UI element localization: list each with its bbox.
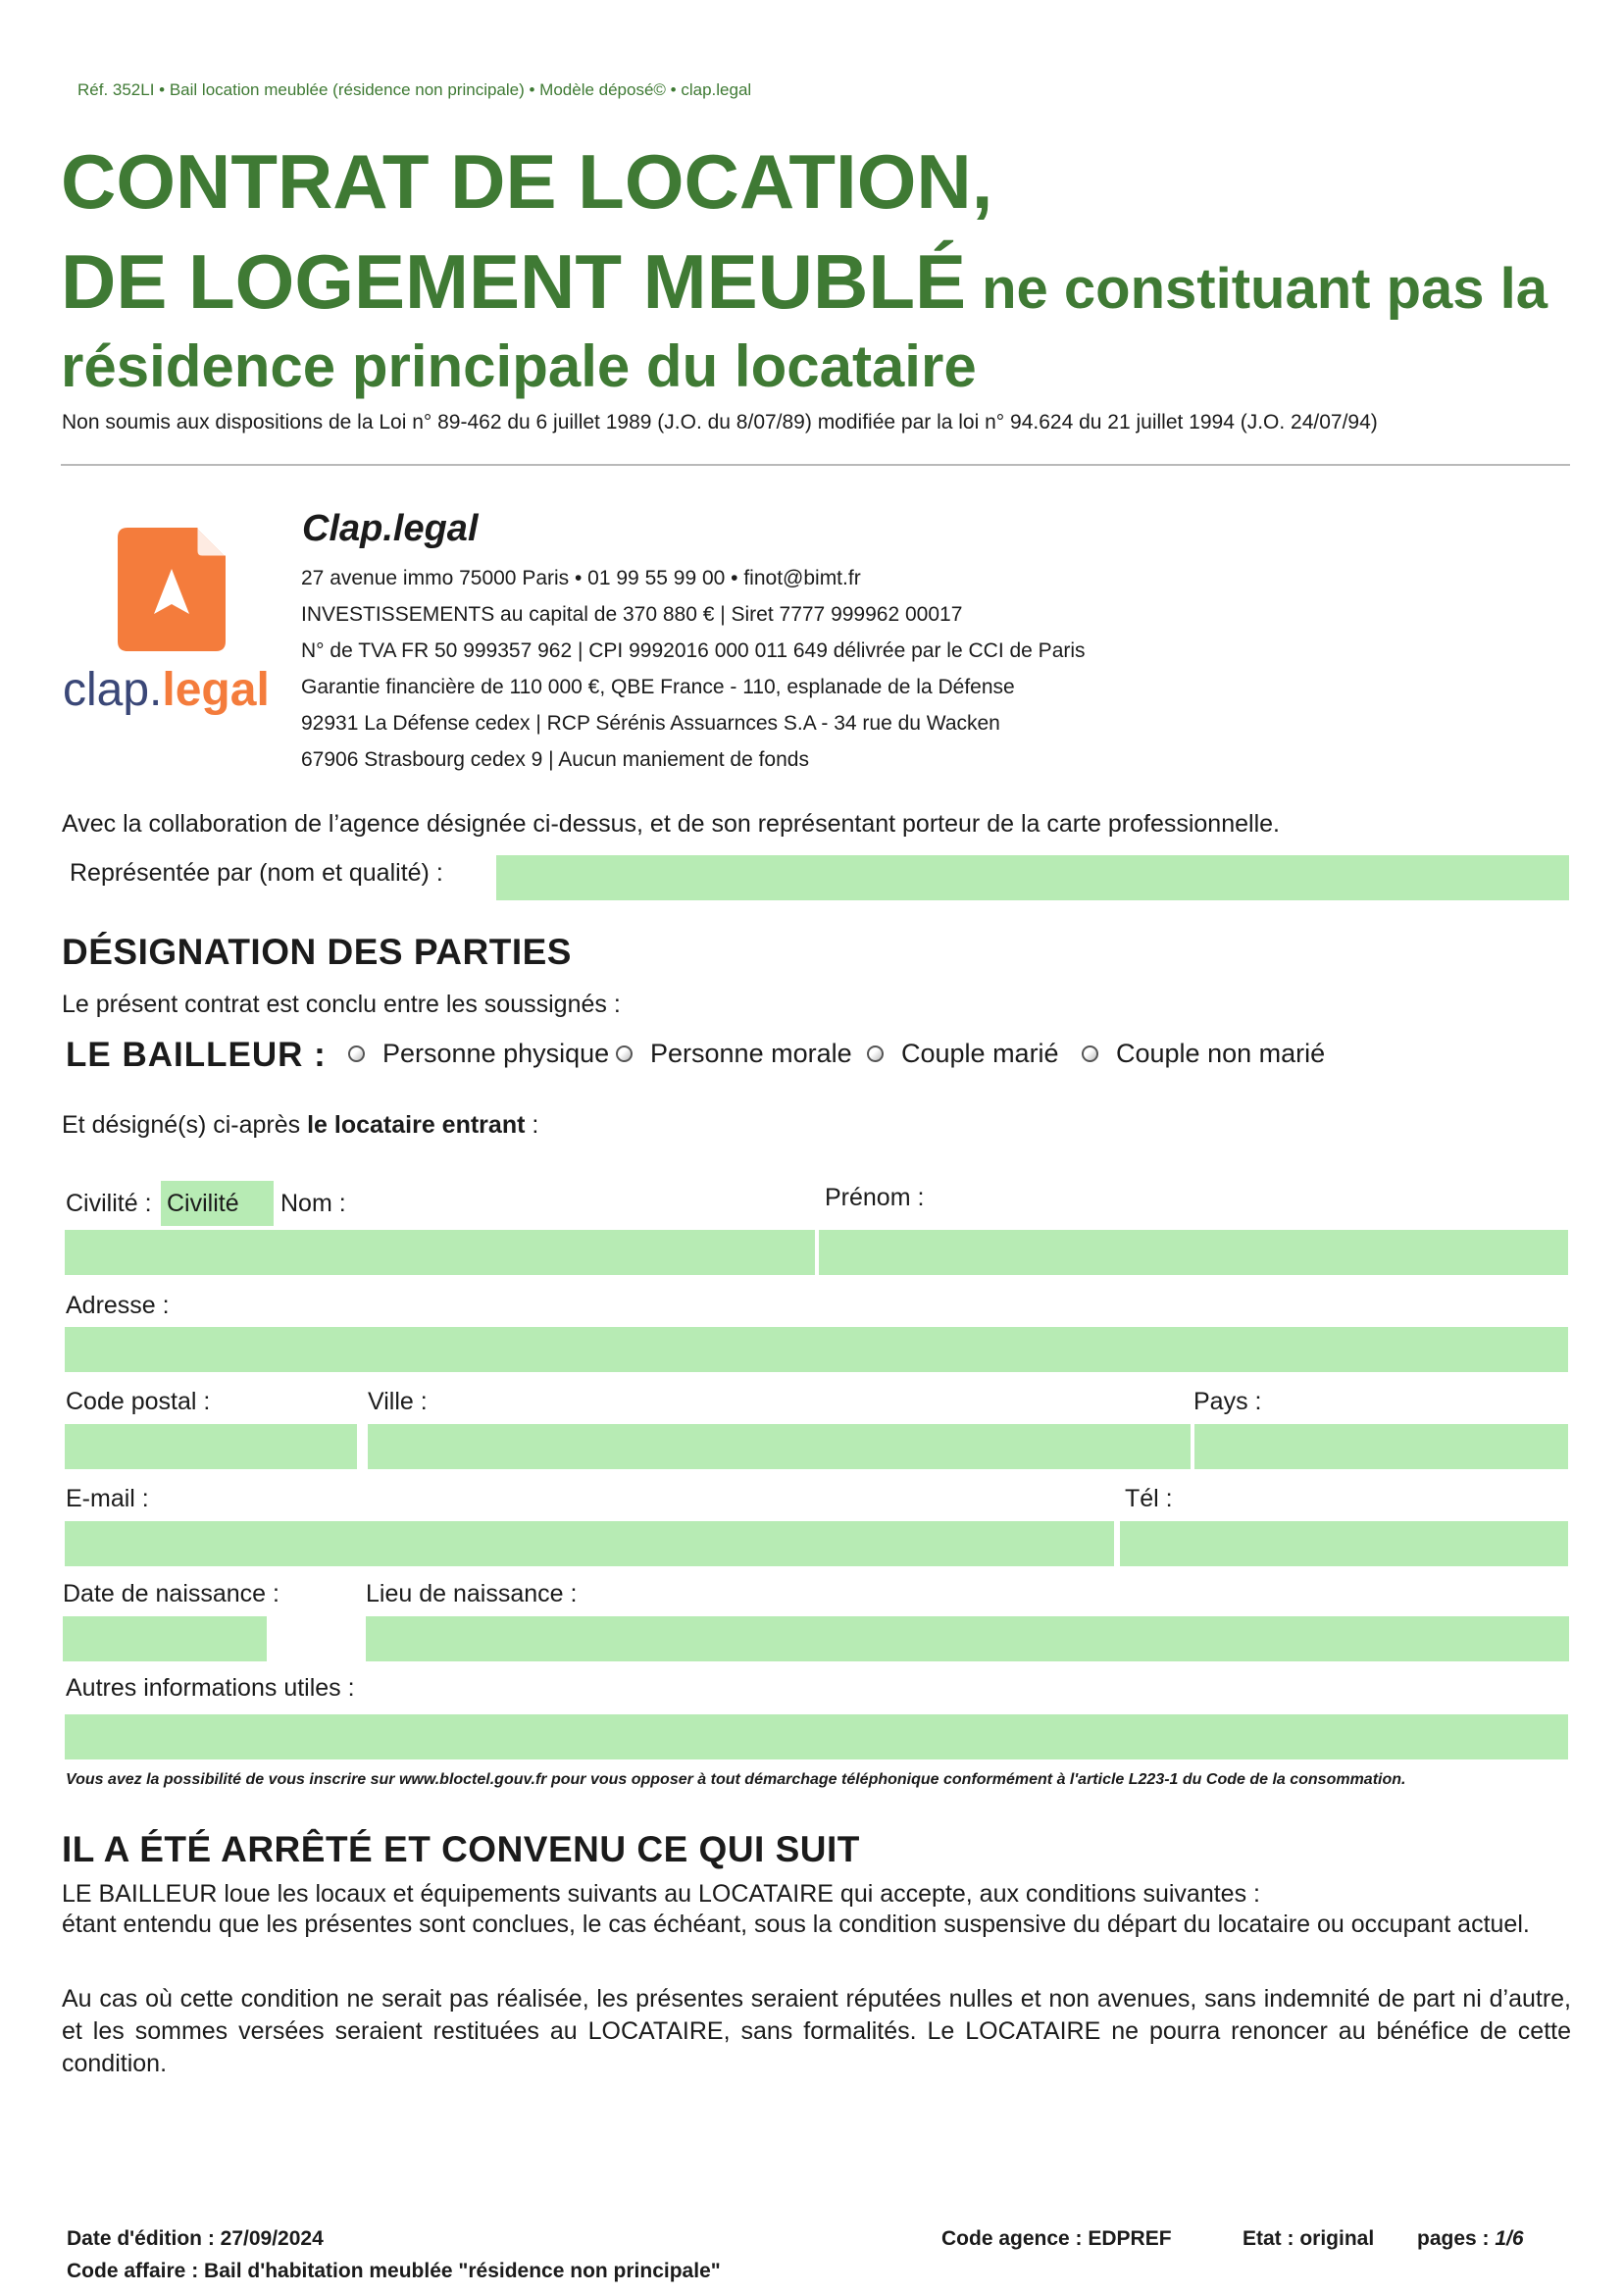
radio-couple-non-marie[interactable] (1082, 1039, 1325, 1069)
email-label: E-mail : (66, 1485, 149, 1512)
agency-line: 67906 Strasbourg cedex 9 | Aucun maniement de fonds (301, 748, 809, 771)
tel-label: Tél : (1125, 1485, 1173, 1512)
page-count-label: pages : (1417, 2227, 1496, 2250)
page-count (1417, 2227, 1524, 2251)
legal-note: Non soumis aux dispositions de la Loi n° 89-462 du 6 juillet 1989 (J.O. du 8/07/89) modifiée par la loi n° 94.624 du 21 juillet 1994 (J.O. 24/07/94) (62, 411, 1378, 433)
agreement-heading: IL A ÉTÉ ARRÊTÉ ET CONVENU CE QUI SUIT (62, 1829, 860, 1869)
radio-label: Personne morale (650, 1039, 852, 1068)
parties-heading: DÉSIGNATION DES PARTIES (62, 932, 572, 972)
agreement-paragraph-2: Au cas où cette condition ne serait pas réalisée, les présentes seraient réputées nulles et non avenues, sans indemnité de part ni d’autre, et les sommes versées seraient restituées au LOCATAIRE, sans formalités. Le LOCATAIRE ne pourra renoncer au bénéfice de cette condition. (62, 1985, 1571, 2077)
tenant-intro (62, 1111, 538, 1140)
code-postal-label: Code postal : (66, 1388, 211, 1415)
represented-field[interactable] (496, 855, 1569, 900)
title-line-1: CONTRAT DE LOCATION, (61, 138, 993, 225)
radio-label: Couple marié (901, 1039, 1059, 1068)
agency-line: 27 avenue immo 75000 Paris • 01 99 55 99 00 • finot@bimt.fr (301, 567, 861, 589)
radio-personne-morale[interactable] (616, 1039, 852, 1069)
code-agence: Code agence : EDPREF (941, 2227, 1172, 2250)
email-field[interactable] (65, 1521, 1114, 1566)
radio-personne-physique[interactable] (348, 1039, 609, 1069)
agency-name: Clap.legal (302, 508, 479, 549)
agency-line: 92931 La Défense cedex | RCP Sérénis Assuarnces S.A - 34 rue du Wacken (301, 712, 1000, 735)
title-line-2-big: DE LOGEMENT MEUBLÉ (61, 238, 967, 325)
page-count-value: 1/6 (1495, 2227, 1524, 2250)
radio-label: Couple non marié (1116, 1039, 1326, 1068)
prenom-field[interactable] (819, 1230, 1568, 1275)
code-postal-field[interactable] (65, 1424, 357, 1469)
ville-field[interactable] (368, 1424, 1191, 1469)
pays-field[interactable] (1194, 1424, 1568, 1469)
title-line-2-small: ne constituant pas la (966, 257, 1548, 321)
code-affaire: Code affaire : Bail d'habitation meublée "résidence non principale" (67, 2260, 721, 2282)
title-line-3: résidence principale du locataire (61, 333, 977, 399)
logo-wordmark-part2: legal (162, 664, 270, 716)
civilite-select[interactable]: Civilité (161, 1181, 274, 1226)
document-logo-icon (118, 528, 226, 651)
civilite-label: Civilité : (66, 1190, 152, 1217)
tel-field[interactable] (1120, 1521, 1568, 1566)
radio-icon[interactable] (616, 1045, 633, 1062)
date-naissance-field[interactable] (63, 1616, 267, 1661)
collaboration-text: Avec la collaboration de l’agence désignée ci-dessus, et de son représentant porteur de la carte professionnelle. (62, 810, 1280, 838)
autres-infos-label: Autres informations utiles : (66, 1674, 355, 1702)
prenom-label: Prénom : (825, 1184, 925, 1211)
agency-line: N° de TVA FR 50 999357 962 | CPI 9992016 000 011 649 délivrée par le CCI de Paris (301, 639, 1086, 662)
document-state: Etat : original (1243, 2227, 1375, 2250)
ville-label: Ville : (368, 1388, 428, 1415)
nom-label: Nom : (280, 1190, 346, 1217)
radio-icon[interactable] (348, 1045, 365, 1062)
autres-infos-field[interactable] (65, 1714, 1568, 1759)
radio-couple-marie[interactable] (867, 1039, 1059, 1069)
edition-date: Date d'édition : 27/09/2024 (67, 2227, 324, 2250)
reference-line: Réf. 352LI • Bail location meublée (résidence non principale) • Modèle déposé© • clap.legal (77, 80, 752, 99)
agency-line: Garantie financière de 110 000 €, QBE France - 110, esplanade de la Défense (301, 676, 1015, 698)
tenant-intro-suffix: : (525, 1111, 539, 1139)
agreement-line-2: étant entendu que les présentes sont conclues, le cas échéant, sous la condition suspensive du départ du locataire ou occupant actuel. (62, 1911, 1530, 1938)
radio-label: Personne physique (382, 1039, 610, 1068)
radio-icon[interactable] (1082, 1045, 1098, 1062)
radio-icon[interactable] (867, 1045, 884, 1062)
agreement-line-1: LE BAILLEUR loue les locaux et équipements suivants au LOCATAIRE qui accepte, aux conditions suivantes : (62, 1880, 1260, 1908)
represented-label: Représentée par (nom et qualité) : (70, 859, 443, 887)
lieu-naissance-field[interactable] (366, 1616, 1569, 1661)
adresse-label: Adresse : (66, 1292, 170, 1319)
bailleur-label: LE BAILLEUR : (66, 1036, 327, 1074)
agency-line: INVESTISSEMENTS au capital de 370 880 € | Siret 7777 999962 00017 (301, 603, 963, 626)
pays-label: Pays : (1193, 1388, 1262, 1415)
logo-wordmark (63, 663, 270, 717)
logo-wordmark-part1: clap. (63, 664, 163, 716)
adresse-field[interactable] (65, 1327, 1568, 1372)
bloctel-notice: Vous avez la possibilité de vous inscrire sur www.bloctel.gouv.fr pour vous opposer à tout démarchage téléphonique conformément à l'article L223-1 du Code de la consommation. (66, 1771, 1406, 1788)
title-line-2 (61, 238, 1548, 325)
divider (61, 464, 1570, 466)
date-naissance-label: Date de naissance : (63, 1580, 279, 1607)
parties-intro: Le présent contrat est conclu entre les soussignés : (62, 991, 621, 1018)
lieu-naissance-label: Lieu de naissance : (366, 1580, 578, 1607)
tenant-intro-bold: le locataire entrant (307, 1111, 526, 1139)
nom-field[interactable] (65, 1230, 815, 1275)
tenant-intro-prefix: Et désigné(s) ci-après (62, 1111, 308, 1139)
